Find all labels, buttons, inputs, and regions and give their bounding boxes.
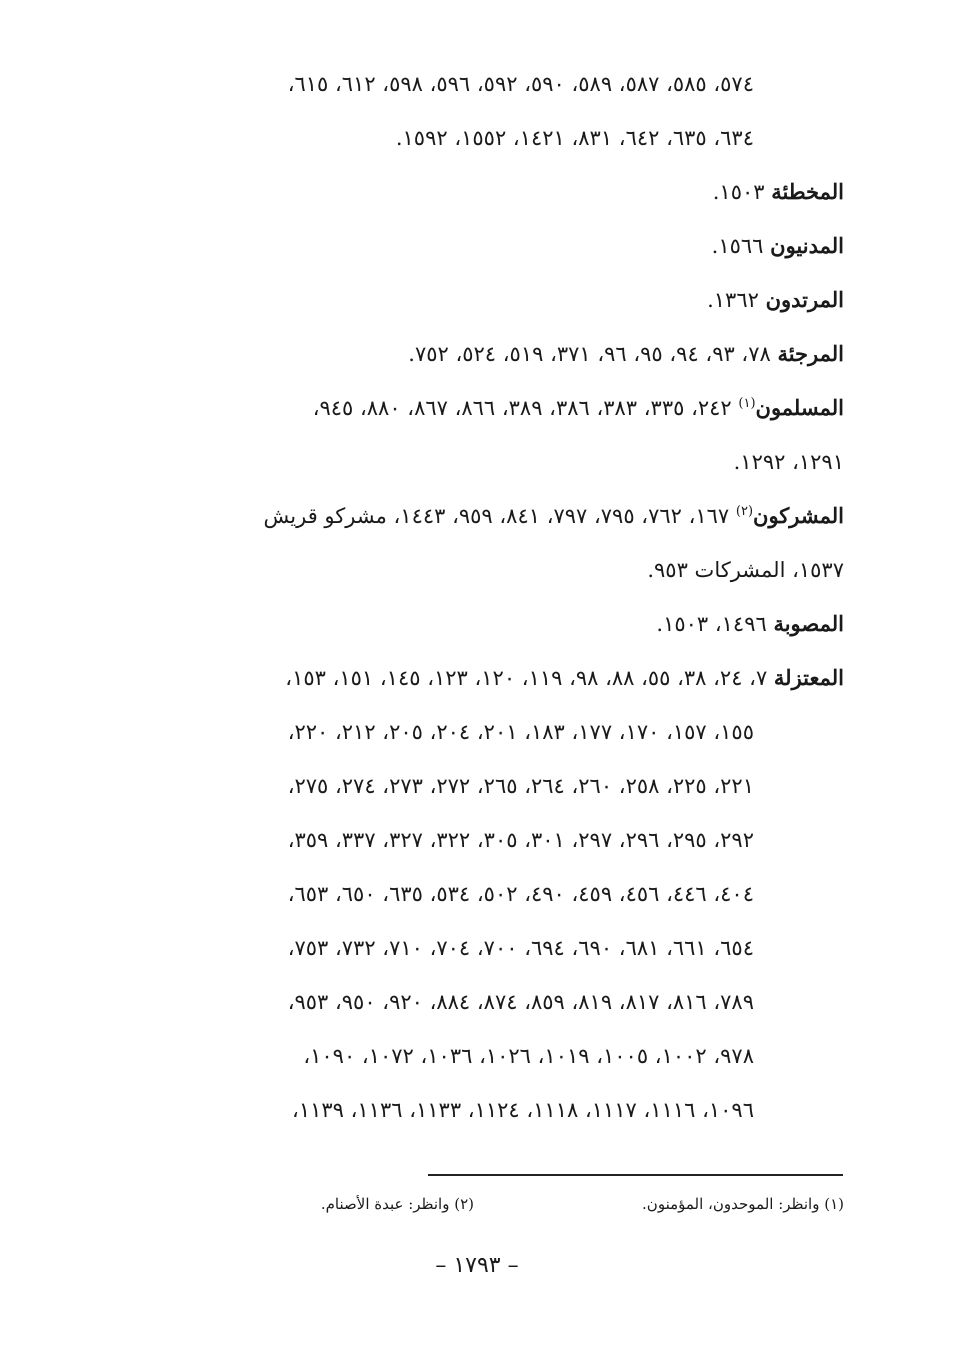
entry-text: ٧٨، ٩٣، ٩٤، ٩٥، ٩٦، ٣٧١، ٥١٩، ٥٢٤، ٧٥٢. xyxy=(408,342,778,366)
entry-term: المدنيون xyxy=(770,233,844,258)
index-line xyxy=(114,64,754,104)
entry-text: ١٠٩٦، ١١١٦، ١١١٧، ١١١٨، ١١٢٤، ١١٣٣، ١١٣٦، ١١٣٩، xyxy=(292,1098,754,1122)
entry-term: المخطئة xyxy=(771,179,844,204)
entry-text: ٧٨٩، ٨١٦، ٨١٧، ٨١٩، ٨٥٩، ٨٧٤، ٨٨٤، ٩٢٠، ٩٥٠، ٩٥٣، xyxy=(287,990,754,1014)
index-line xyxy=(114,1036,754,1076)
index-line xyxy=(114,1090,754,1130)
entry-text: ٧، ٢٤، ٣٨، ٥٥، ٨٨، ٩٨، ١١٩، ١٢٠، ١٢٣، ١٤٥، ١٥١، ١٥٣، xyxy=(285,666,774,690)
entry-text: ٦٣٤، ٦٣٥، ٦٤٢، ٨٣١، ١٤٢١، ١٥٥٢، ١٥٩٢. xyxy=(395,126,754,150)
entry-text: ٩٧٨، ١٠٠٢، ١٠٠٥، ١٠١٩، ١٠٢٦، ١٠٣٦، ١٠٧٢، ١٠٩٠، xyxy=(303,1044,754,1068)
footnote-marker: (١) xyxy=(738,396,756,411)
footnote-1: (١) وانظر: الموحدون، المؤمنون. xyxy=(642,1195,844,1213)
index-entry xyxy=(114,496,844,536)
index-entry xyxy=(114,658,844,698)
entry-text: ١٤٩٦، ١٥٠٣. xyxy=(656,612,774,636)
index-entry xyxy=(114,334,844,374)
entry-text: ٢٢١، ٢٢٥، ٢٥٨، ٢٦٠، ٢٦٤، ٢٦٥، ٢٧٢، ٢٧٣، ٢٧٤، ٢٧٥، xyxy=(287,774,754,798)
footnote-marker: (٢) xyxy=(735,504,754,519)
index-line xyxy=(114,118,754,158)
index-entry xyxy=(114,388,844,428)
entry-text: ١٢٩١، ١٢٩٢. xyxy=(733,450,844,474)
index-line xyxy=(114,820,754,860)
index-line xyxy=(114,550,844,590)
entry-term: المسلمون xyxy=(755,395,844,420)
index-line xyxy=(114,766,754,806)
entry-term: المعتزلة xyxy=(773,665,844,690)
entry-text: ٥٧٤، ٥٨٥، ٥٨٧، ٥٨٩، ٥٩٠، ٥٩٢، ٥٩٦، ٥٩٨، ٦١٢، ٦١٥، xyxy=(287,72,754,96)
index-line xyxy=(114,982,754,1022)
entry-text: ١٣٦٢. xyxy=(707,288,766,312)
index-line xyxy=(114,442,844,482)
entry-term: المرتدون xyxy=(765,287,844,312)
entry-term: المشركون xyxy=(753,503,844,528)
entry-text: ١٥٦٦. xyxy=(711,234,771,258)
footnote-separator xyxy=(428,1174,843,1176)
index-line xyxy=(114,712,754,752)
entry-text: ٤٠٤، ٤٤٦، ٤٥٦، ٤٥٩، ٤٩٠، ٥٠٢، ٥٣٤، ٦٣٥، ٦٥٠، ٦٥٣، xyxy=(287,882,754,906)
entry-text: ٢٩٢، ٢٩٥، ٢٩٦، ٢٩٧، ٣٠١، ٣٠٥، ٣٢٢، ٣٢٧، ٣٣٧، ٣٥٩، xyxy=(287,828,754,852)
entry-term: المرجئة xyxy=(777,341,844,366)
index-line xyxy=(114,874,754,914)
index-entry xyxy=(114,280,844,320)
index-entry xyxy=(114,226,844,266)
entry-text: ١٥٣٧، المشركات ٩٥٣. xyxy=(647,558,844,582)
index-entry xyxy=(114,172,844,212)
entry-text: ١٥٥، ١٥٧، ١٧٠، ١٧٧، ١٨٣، ٢٠١، ٢٠٤، ٢٠٥، ٢١٢، ٢٢٠، xyxy=(287,720,754,744)
page-number: – ١٧٩٣ – xyxy=(435,1253,519,1278)
index-entry xyxy=(114,604,844,644)
entry-text: ٢٤٢، ٣٣٥، ٣٨٣، ٣٨٦، ٣٨٩، ٨٦٦، ٨٦٧، ٨٨٠، ٩٤٥، xyxy=(312,396,739,420)
footnote-2: (٢) وانظر: عبدة الأصنام. xyxy=(320,1195,474,1213)
index-line xyxy=(114,928,754,968)
entry-text: ٦٥٤، ٦٦١، ٦٨١، ٦٩٠، ٦٩٤، ٧٠٠، ٧٠٤، ٧١٠، ٧٣٢، ٧٥٣، xyxy=(287,936,754,960)
entry-text: ١٦٧، ٧٦٢، ٧٩٥، ٧٩٧، ٨٤١، ٩٥٩، ١٤٤٣، مشركو قريش xyxy=(263,504,736,528)
entry-term: المصوبة xyxy=(773,611,844,636)
entry-text: ١٥٠٣. xyxy=(712,180,772,204)
